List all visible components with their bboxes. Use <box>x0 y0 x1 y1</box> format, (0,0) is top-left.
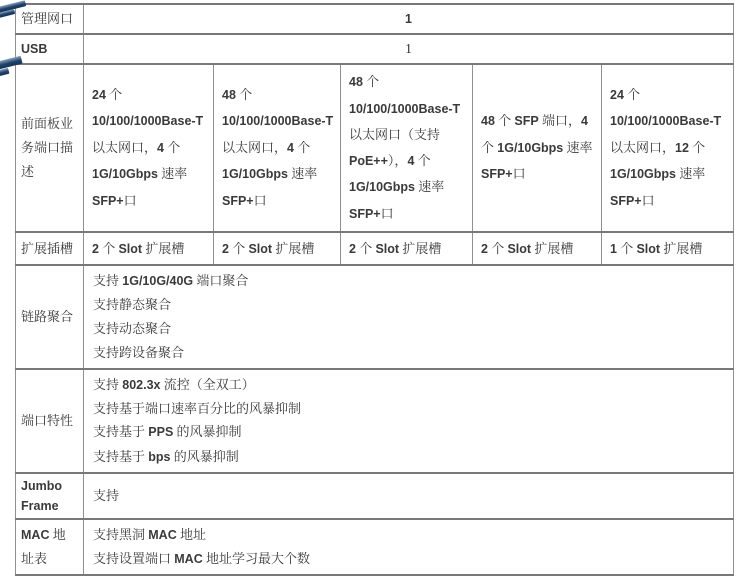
wave-swoosh-mid-icon <box>0 68 9 78</box>
port-desc-cell: 48 个 10/100/1000Base-T 以太网口（支持 PoE++），4 个 1G/10Gbps 速率 SFP+口 <box>341 64 473 232</box>
table-row-port-features <box>16 369 734 473</box>
feature-line: 支持 802.3x 流控（全双工） <box>93 377 255 392</box>
feature-line: 支持静态聚合 <box>93 297 172 312</box>
port-desc-cell: 24 个 10/100/1000Base-T 以太网口，4 个 1G/10Gbps 速率 SFP+口 <box>84 64 214 232</box>
port-desc-cell: 48 个 10/100/1000Base-T 以太网口，4 个 1G/10Gbps 速率 SFP+口 <box>214 64 341 232</box>
row-label: 管理网口 <box>16 4 84 34</box>
row-label: 端口特性 <box>16 369 84 473</box>
slot-cell: 2 个 Slot 扩展槽 <box>214 232 341 265</box>
row-label: 前面板业务端口描述 <box>16 64 84 232</box>
feature-cell <box>84 519 734 575</box>
table-row-front-panel-ports <box>16 64 734 232</box>
row-label: Jumbo Frame <box>16 473 84 519</box>
row-label: USB <box>16 34 84 64</box>
row-label: 链路聚合 <box>16 265 84 369</box>
feature-line: 支持基于 bps 的风暴抑制 <box>93 448 239 464</box>
table-row-jumbo-frame <box>16 473 734 519</box>
port-desc-cell: 48 个 SFP 端口，4 个 1G/10Gbps 速率 SFP+口 <box>473 64 602 232</box>
feature-line: 支持基于端口速率百分比的风暴抑制 <box>93 401 302 417</box>
feature-line: 支持跨设备聚合 <box>93 345 185 360</box>
table-row-mac-table <box>16 519 734 575</box>
table-row-mgmt-port <box>16 4 734 34</box>
slot-cell: 2 个 Slot 扩展槽 <box>473 232 602 265</box>
spec-table <box>15 3 734 576</box>
table-row-link-aggregation <box>16 265 734 369</box>
slot-cell: 2 个 Slot 扩展槽 <box>84 232 214 265</box>
slot-cell: 1 个 Slot 扩展槽 <box>602 232 734 265</box>
row-label: 扩展插槽 <box>16 232 84 265</box>
row-label: MAC 地址表 <box>16 519 84 575</box>
port-desc-cell: 24 个 10/100/1000Base-T 以太网口，12 个 1G/10Gbps 速率 SFP+口 <box>602 64 734 232</box>
feature-line: 支持 1G/10G/40G 端口聚合 <box>93 273 249 288</box>
table-row-expansion-slots <box>16 232 734 265</box>
feature-line: 支持基于 PPS 的风暴抑制 <box>93 424 242 440</box>
feature-line: 支持设置端口 MAC 地址学习最大个数 <box>93 550 310 566</box>
feature-cell <box>84 369 734 473</box>
usb-count: 1 <box>84 34 734 64</box>
slot-cell: 2 个 Slot 扩展槽 <box>341 232 473 265</box>
feature-line: 支持黑洞 MAC 地址 <box>93 526 206 542</box>
feature-cell <box>84 265 734 369</box>
feature-line: 支持动态聚合 <box>93 321 172 336</box>
mgmt-port-count: 1 <box>84 4 734 34</box>
feature-line: 支持 <box>93 487 120 503</box>
feature-cell <box>84 473 734 519</box>
table-row-usb <box>16 34 734 64</box>
document-page <box>0 3 750 566</box>
